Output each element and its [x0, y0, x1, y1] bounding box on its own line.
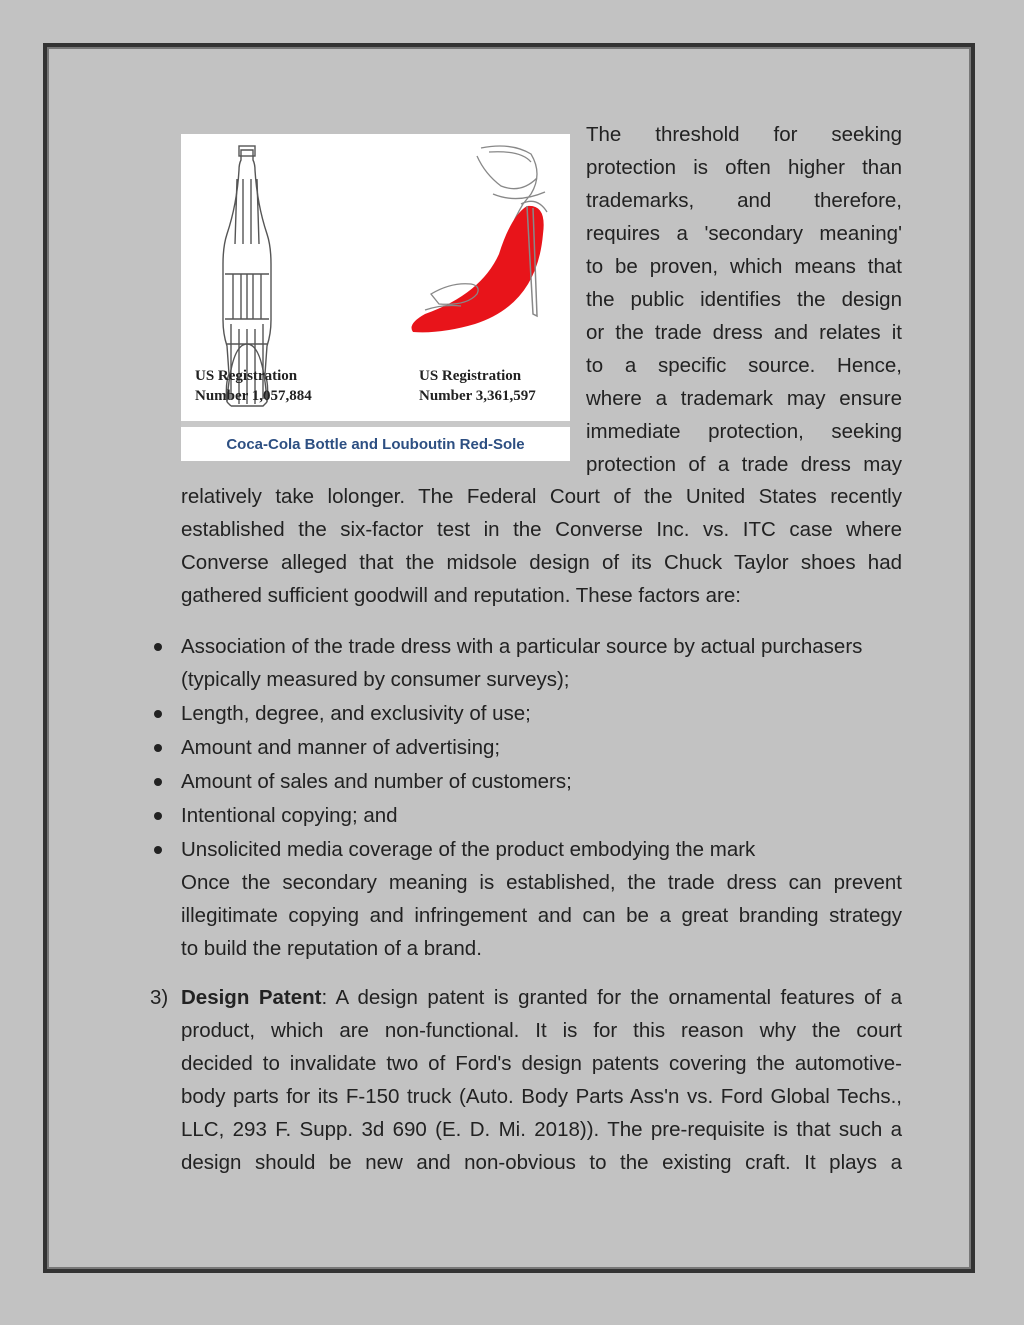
list-item [146, 630, 902, 696]
paragraph-line: relatively take lolonger. The Federal Court of the United States recently [181, 485, 902, 508]
paragraph-line [181, 981, 902, 1014]
paragraph-line: to a specific source. Hence, [586, 354, 902, 377]
right-registration-line-1: US Registration [419, 368, 522, 384]
left-registration-label [195, 366, 312, 406]
bullet-icon [154, 710, 162, 718]
paragraph-line: design should be new and non-obvious to the existing craft. It plays a [181, 1151, 902, 1174]
list-item-line: Intentional copying; and [181, 804, 398, 827]
list-item-line: Association of the trade dress with a particular source by actual purchasers [181, 635, 863, 658]
bullet-icon [154, 812, 162, 820]
list-item [146, 731, 902, 764]
left-registration-line-1: US Registration [195, 368, 298, 384]
list-item [146, 697, 902, 730]
bullet-icon [154, 744, 162, 752]
heading-line-rest: : A design patent is granted for the ornamental features of a [321, 986, 902, 1009]
louboutin-shoe-drawing [412, 146, 548, 332]
list-item [146, 833, 902, 866]
section-heading: Design Patent [181, 986, 322, 1009]
paragraph-line: where a trademark may ensure [586, 387, 902, 410]
list-item [146, 799, 902, 832]
paragraph-line: body parts for its F-150 truck (Auto. Body Parts Ass'n vs. Ford Global Techs., [181, 1085, 902, 1108]
left-registration-line-2: Number 1,057,884 [195, 388, 312, 404]
bullet-icon [154, 846, 162, 854]
list-item-line: Unsolicited media coverage of the product embodying the mark [181, 838, 756, 861]
design-patent-paragraph [181, 981, 902, 1179]
paragraph-line: LLC, 293 F. Supp. 3d 690 (E. D. Mi. 2018)). The pre-requisite is that such a [181, 1118, 902, 1141]
paragraph-line: trademarks, and therefore, [586, 189, 902, 212]
paragraph-line: product, which are non-functional. It is for this reason why the court [181, 1019, 902, 1042]
paragraph-line: The threshold for seeking [586, 123, 902, 146]
list-item-line: Amount and manner of advertising; [181, 736, 501, 759]
bullet-icon [154, 643, 162, 651]
paragraph-line: protection is often higher than [586, 156, 902, 179]
right-registration-label [419, 366, 536, 406]
paragraph-line: Converse alleged that the midsole design of its Chuck Taylor shoes had [181, 551, 902, 574]
paragraph-line: Once the secondary meaning is established, the trade dress can prevent [181, 871, 902, 894]
paragraph-line: gathered sufficient goodwill and reputation. These factors are: [181, 584, 741, 607]
figure-caption: Coca-Cola Bottle and Louboutin Red-Sole [181, 421, 570, 461]
right-column-paragraph [586, 118, 902, 481]
bullet-icon [154, 778, 162, 786]
paragraph-line: to build the reputation of a brand. [181, 937, 482, 960]
paragraph-line: to be proven, which means that [586, 255, 902, 278]
continuation-paragraph [181, 480, 902, 612]
paragraph-line: immediate protection, seeking [586, 420, 902, 443]
trade-dress-figure [181, 134, 570, 461]
list-item-line: Amount of sales and number of customers; [181, 770, 572, 793]
paragraph-line: decided to invalidate two of Ford's design patents covering the automotive- [181, 1052, 902, 1075]
paragraph-line: established the six-factor test in the Converse Inc. vs. ITC case where [181, 518, 902, 541]
paragraph-line: or the trade dress and relates it [586, 321, 902, 344]
secondary-meaning-paragraph [181, 866, 902, 965]
paragraph-line: requires a 'secondary meaning' [586, 222, 902, 245]
list-item-line: Length, degree, and exclusivity of use; [181, 702, 531, 725]
right-registration-line-2: Number 3,361,597 [419, 388, 536, 404]
factors-list [146, 630, 902, 867]
list-item-line: (typically measured by consumer surveys); [181, 668, 570, 691]
list-item [146, 765, 902, 798]
paragraph-line: the public identifies the design [586, 288, 902, 311]
section-number: 3) [150, 986, 169, 1009]
paragraph-line: illegitimate copying and infringement and can be a great branding strategy [181, 904, 902, 927]
paragraph-line: protection of a trade dress may [586, 453, 902, 476]
